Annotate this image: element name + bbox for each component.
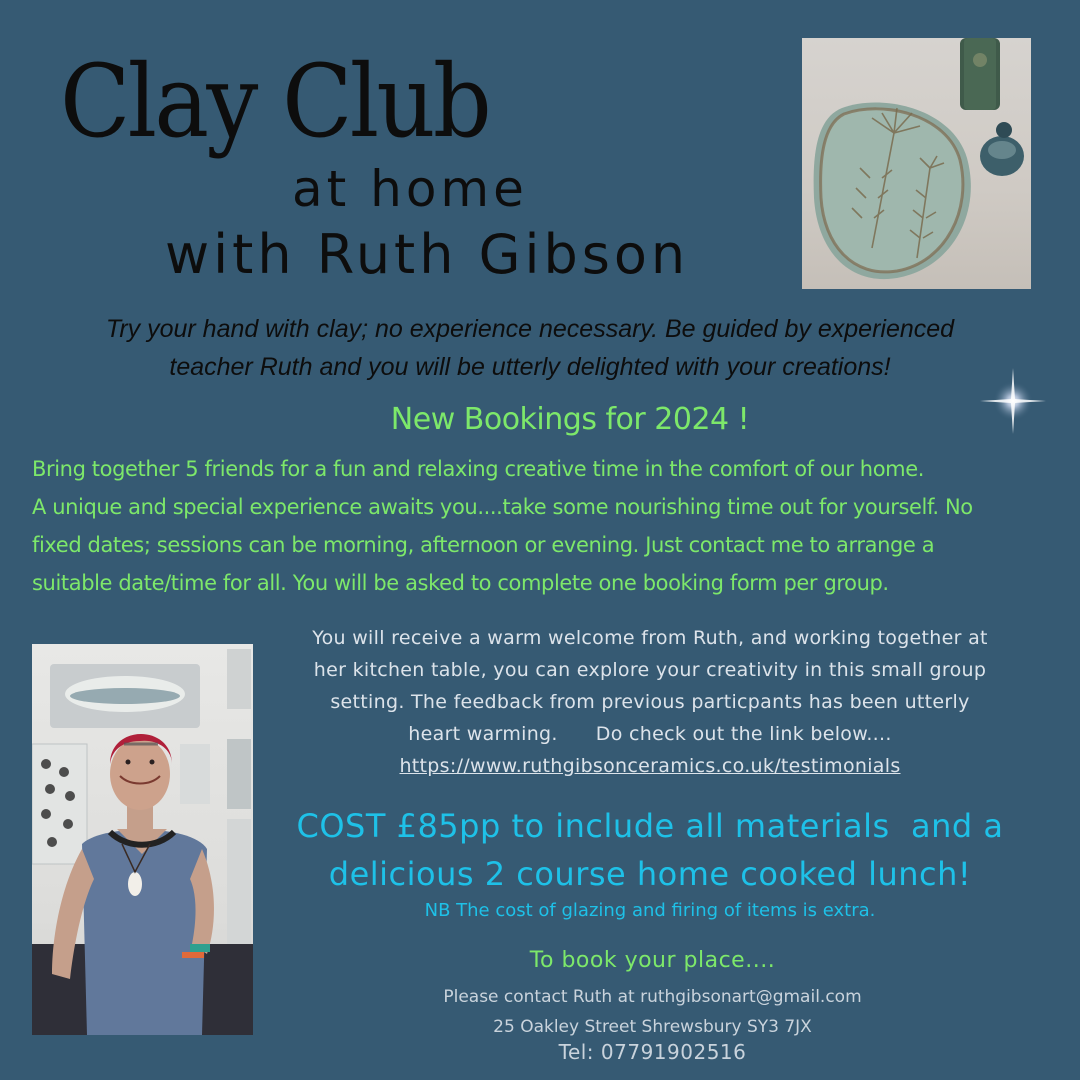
book-heading: To book your place.... bbox=[529, 948, 776, 973]
ceramic-platter-illustration bbox=[802, 38, 1031, 289]
cost-line-2: delicious 2 course home cooked lunch! bbox=[328, 855, 972, 893]
welcome-line-2: her kitchen table, you can explore your creativity in this small group bbox=[313, 659, 987, 681]
subtitle-at-home: at home bbox=[292, 160, 528, 218]
cost-line-1: COST £85pp to include all materials and a bbox=[296, 807, 1004, 845]
bookings-line-3: fixed dates; sessions can be morning, afternoon or evening. Just contact me to arrange a bbox=[32, 533, 935, 557]
welcome-line-1: You will receive a warm welcome from Ruth, and working together at bbox=[312, 627, 988, 649]
bookings-description bbox=[32, 450, 1072, 602]
new-bookings-heading: New Bookings for 2024 ! bbox=[390, 402, 750, 437]
welcome-paragraph bbox=[280, 622, 1020, 782]
testimonials-link[interactable]: https://www.ruthgibsonceramics.co.uk/testimonials bbox=[399, 755, 901, 777]
ceramic-platter-photo bbox=[802, 38, 1031, 289]
bookings-line-2: A unique and special experience awaits you....take some nourishing time out for yourself. No bbox=[32, 495, 973, 519]
ruth-portrait-illustration bbox=[32, 644, 253, 1035]
tagline-line-1: Try your hand with clay; no experience necessary. Be guided by experienced bbox=[105, 315, 955, 343]
welcome-line-3: setting. The feedback from previous particpants has been utterly bbox=[330, 691, 970, 713]
bookings-line-1: Bring together 5 friends for a fun and relaxing creative time in the comfort of our home. bbox=[32, 457, 925, 481]
contact-address: 25 Oakley Street Shrewsbury SY3 7JX bbox=[493, 1017, 812, 1037]
cost-heading bbox=[270, 802, 1030, 898]
cost-note: NB The cost of glazing and firing of items is extra. bbox=[424, 900, 876, 921]
page-title: Clay Club bbox=[60, 43, 490, 160]
tagline-line-2: teacher Ruth and you will be utterly delighted with your creations! bbox=[169, 353, 891, 381]
ruth-portrait-photo bbox=[32, 644, 253, 1035]
bookings-line-4: suitable date/time for all. You will be asked to complete one booking form per group. bbox=[32, 571, 889, 595]
contact-telephone: Tel: 07791902516 bbox=[558, 1040, 747, 1064]
tagline bbox=[20, 310, 1040, 386]
subtitle-with-ruth-gibson: with Ruth Gibson bbox=[165, 223, 690, 286]
welcome-line-4: heart warming. Do check out the link below.... bbox=[408, 723, 892, 745]
contact-email-line: Please contact Ruth at ruthgibsonart@gmail.com bbox=[443, 987, 862, 1007]
contact-details bbox=[300, 982, 1005, 1042]
